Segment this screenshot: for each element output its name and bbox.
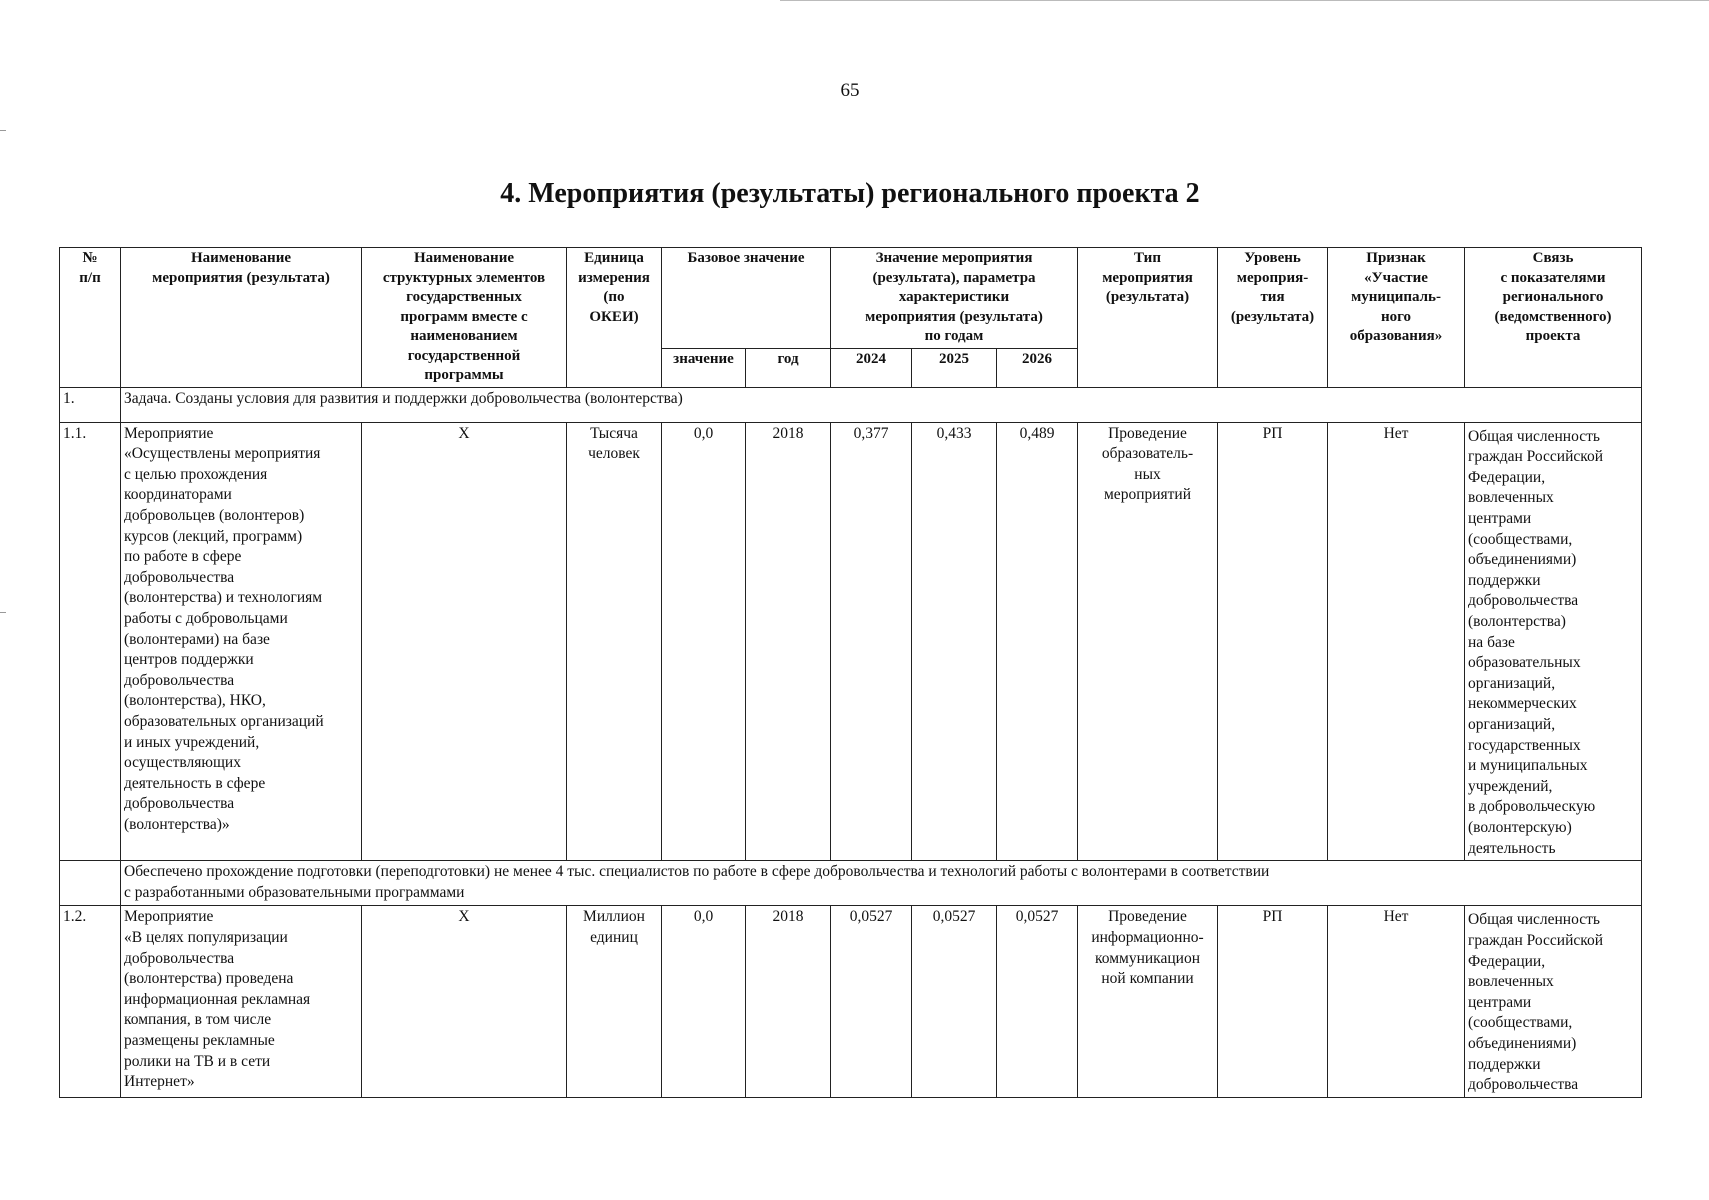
header-base-value: Базовое значение <box>662 248 831 349</box>
row-unit: Тысяча человек <box>567 422 662 861</box>
header-base-value-year: год <box>746 348 831 387</box>
table-row <box>60 906 1642 1098</box>
row-value-2024: 0,0527 <box>831 906 912 1098</box>
row-measure-level: РП <box>1218 422 1328 861</box>
header-year-2026: 2026 <box>997 348 1078 387</box>
header-unit: Единица измерения (по ОКЕИ) <box>567 248 662 388</box>
header-measure-type: Тип мероприятия (результата) <box>1078 248 1218 388</box>
row-value-2025: 0,0527 <box>912 906 997 1098</box>
task-row <box>60 387 1642 422</box>
row-structural: X <box>362 906 567 1098</box>
header-project-link: Связь с показателями регионального (ведомственного) проекта <box>1465 248 1642 388</box>
header-structural-elements: Наименование структурных элементов государственных программ вместе с наименованием государственной программы <box>362 248 567 388</box>
header-year-2024: 2024 <box>831 348 912 387</box>
row-measure-name: Мероприятие «Осуществлены мероприятия с целью прохождения координаторами добровольцев (волонтеров) курсов (лекций, программ) по работе в сфере добровольчества (волонтерства) и технологиям работы с добровольцами (волонтерами) на базе центров поддержки добровольчества (волонтерства), НКО, образовательных организаций и иных учреждений, осуществляющих деятельность в сфере добровольчества (волонтерства)» <box>121 422 362 861</box>
result-note-row <box>60 861 1642 906</box>
page-number: 65 <box>840 80 860 101</box>
table-header-row <box>60 248 1642 349</box>
row-structural: X <box>362 422 567 861</box>
header-measure-level: Уровень мероприя- тия (результата) <box>1218 248 1328 388</box>
row-municipal: Нет <box>1328 906 1465 1098</box>
row-project-link: Общая численность граждан Российской Федерации, вовлеченных центрами (сообществами, объединениями) поддержки добровольчества <box>1465 906 1642 1098</box>
row-project-link: Общая численность граждан Российской Федерации, вовлеченных центрами (сообществами, объединениями) поддержки добровольчества (волонтерства) на базе образовательных организаций, некоммерческих организаций, государственных и муниципальных учреждений, в добровольческую (волонтерскую) деятельность <box>1465 422 1642 861</box>
row-value-2024: 0,377 <box>831 422 912 861</box>
row-base-year: 2018 <box>746 422 831 861</box>
row-municipal: Нет <box>1328 422 1465 861</box>
scan-edge-mark <box>0 612 6 613</box>
header-values-by-year: Значение мероприятия (результата), параметра характеристики мероприятия (результата) по годам <box>831 248 1078 349</box>
row-base-value: 0,0 <box>662 422 746 861</box>
header-num: № п/п <box>60 248 121 388</box>
header-base-value-value: значение <box>662 348 746 387</box>
row-unit: Миллион единиц <box>567 906 662 1098</box>
measures-table <box>59 247 1642 1098</box>
document-title: 4. Мероприятия (результаты) регионального проекта 2 <box>500 178 1200 209</box>
scan-edge-line <box>780 0 1709 1</box>
table-row <box>60 422 1642 861</box>
row-base-year: 2018 <box>746 906 831 1098</box>
row-value-2026: 0,489 <box>997 422 1078 861</box>
row-measure-type: Проведение информационно- коммуникацион ной компании <box>1078 906 1218 1098</box>
row-num: 1.1. <box>60 422 121 861</box>
header-municipal-participation: Признак «Участие муниципаль- ного образования» <box>1328 248 1465 388</box>
task-text: Задача. Созданы условия для развития и поддержки добровольчества (волонтерства) <box>121 387 1642 422</box>
row-base-value: 0,0 <box>662 906 746 1098</box>
task-num: 1. <box>60 387 121 422</box>
row-value-2025: 0,433 <box>912 422 997 861</box>
header-measure-name: Наименование мероприятия (результата) <box>121 248 362 388</box>
note-num-empty <box>60 861 121 906</box>
row-measure-type: Проведение образователь- ных мероприятий <box>1078 422 1218 861</box>
row-value-2026: 0,0527 <box>997 906 1078 1098</box>
row-measure-name: Мероприятие «В целях популяризации добровольчества (волонтерства) проведена информационная рекламная компания, в том числе размещены рекламные ролики на ТВ и в сети Интернет» <box>121 906 362 1098</box>
row-measure-level: РП <box>1218 906 1328 1098</box>
result-note-text: Обеспечено прохождение подготовки (переподготовки) не менее 4 тыс. специалистов по работе в сфере добровольчества и технологий работы с волонтерами в соответствии с разработанными образовательными программами <box>121 861 1642 906</box>
scan-edge-mark <box>0 130 6 131</box>
row-num: 1.2. <box>60 906 121 1098</box>
header-year-2025: 2025 <box>912 348 997 387</box>
